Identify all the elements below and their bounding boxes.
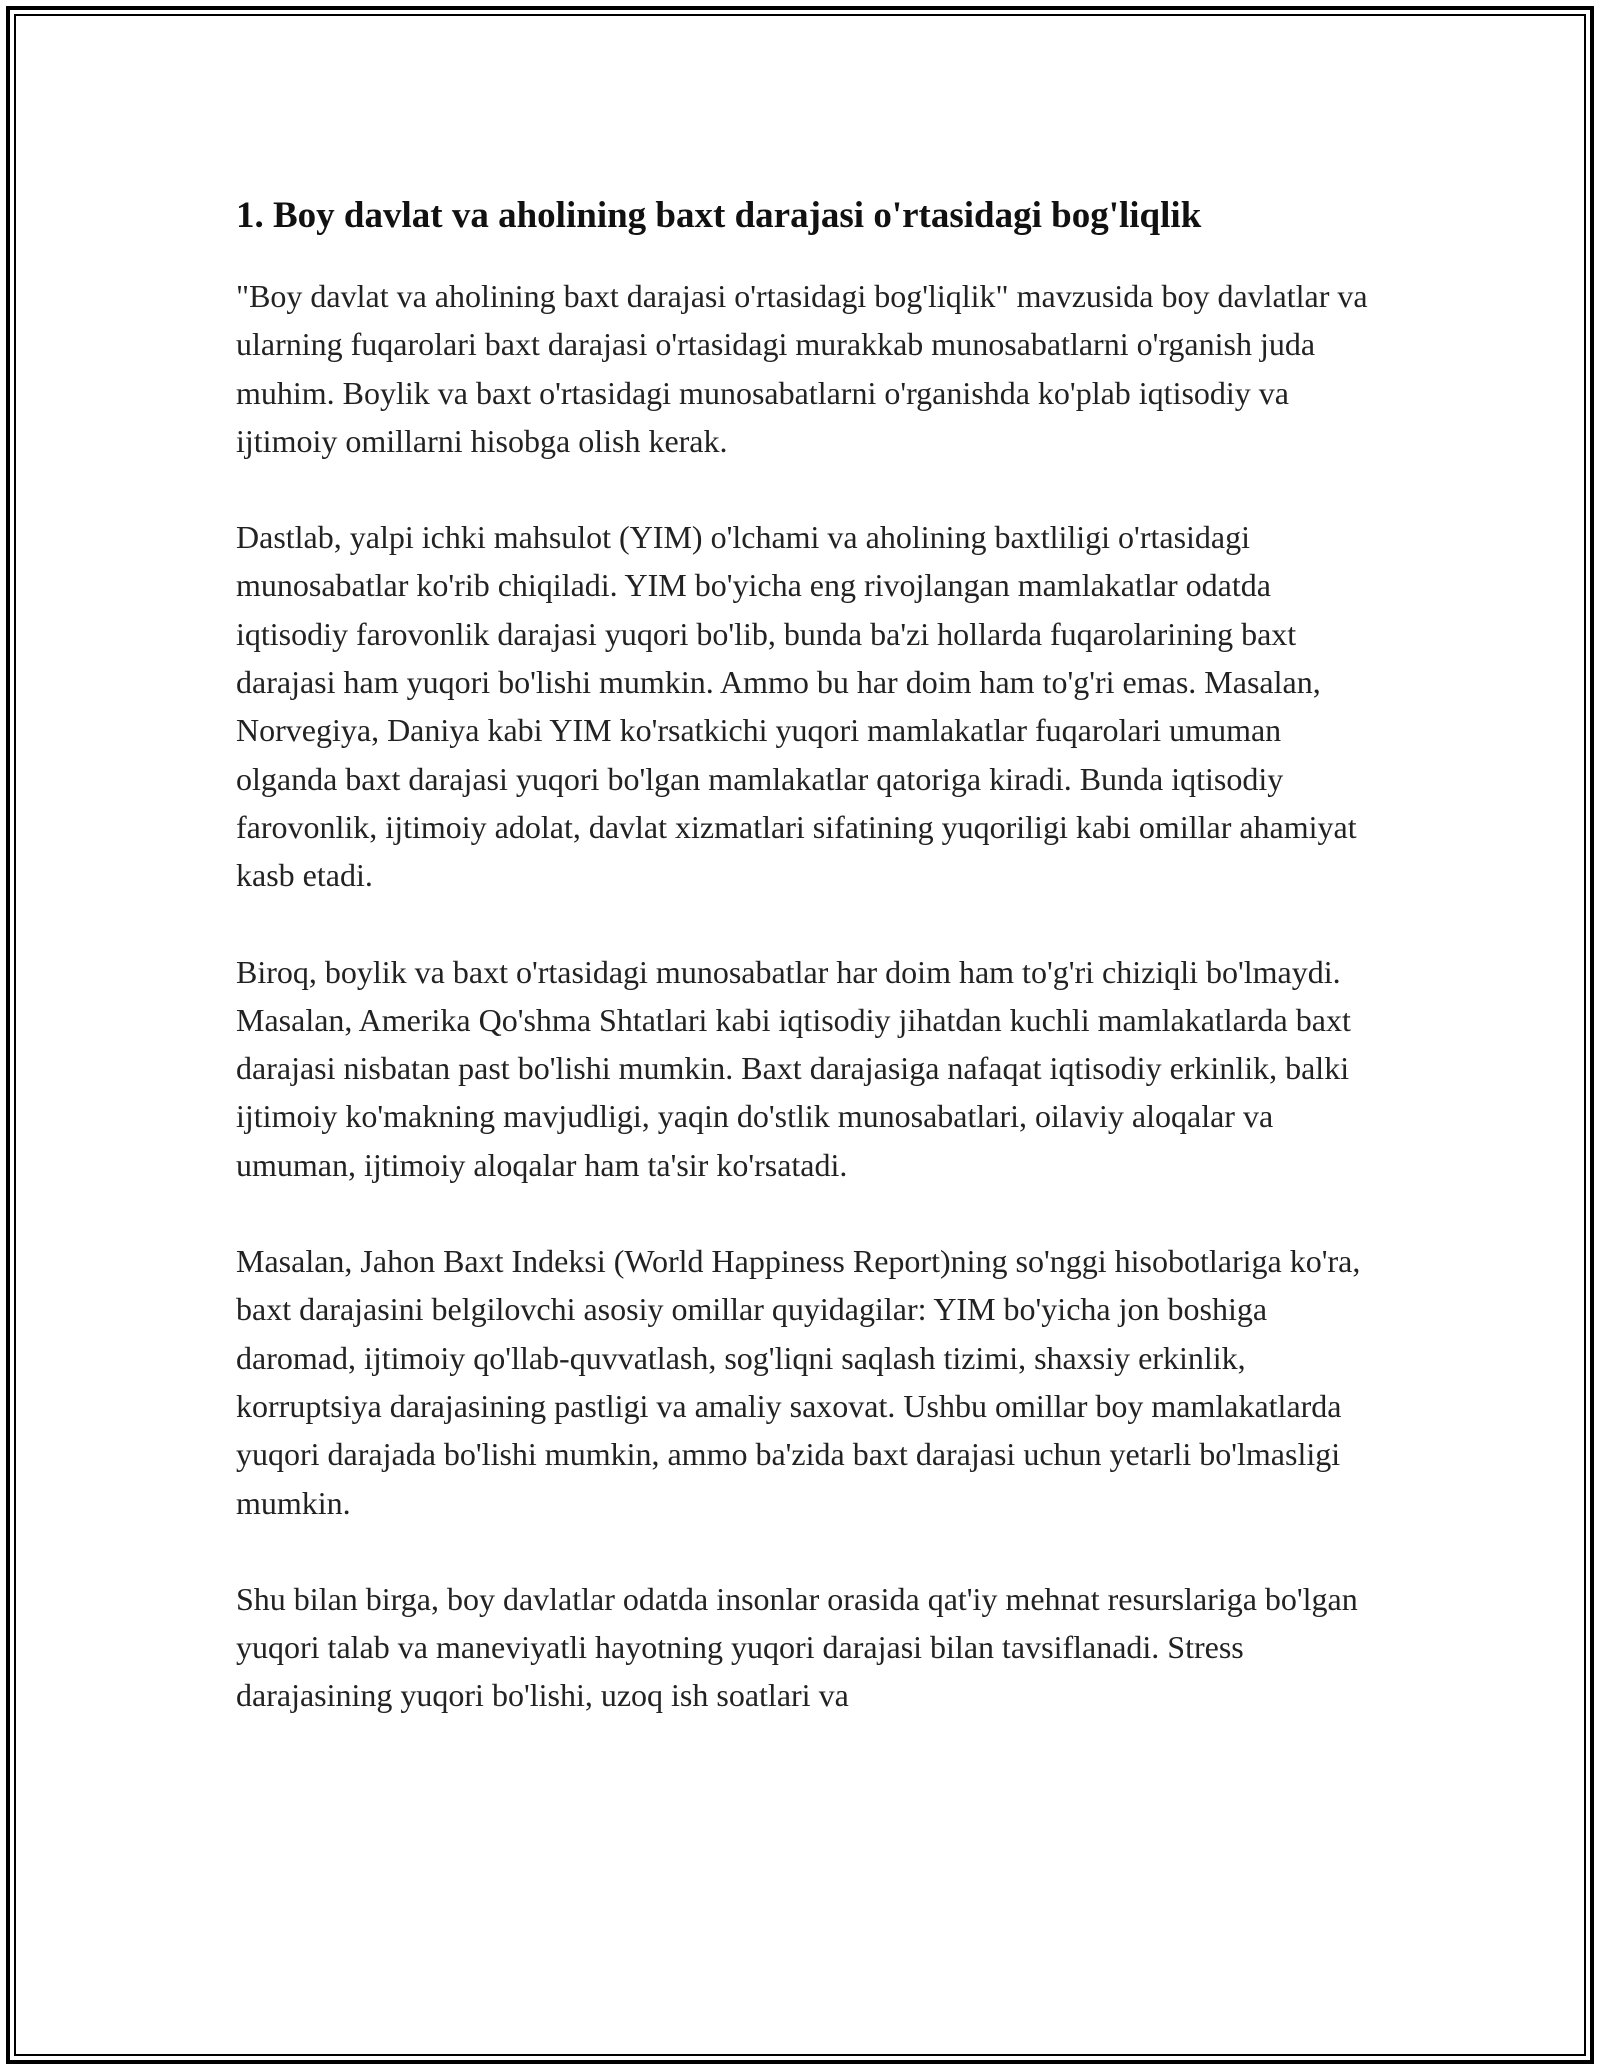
- paragraph-2: Dastlab, yalpi ichki mahsulot (YIM) o'lchami va aholining baxtliligi o'rtasidagi munosabatlar ko'rib chiqiladi. YIM bo'yicha eng rivojlangan mamlakatlar odatda iqtisodiy farovonlik darajasi yuqori bo'lib, bunda ba'zi hollarda fuqarolarining baxt darajasi ham yuqori bo'lishi mumkin. Ammo bu har doim ham to'g'ri emas. Masalan, Norvegiya, Daniya kabi YIM ko'rsatkichi yuqori mamlakatlar fuqarolari umuman olganda baxt darajasi yuqori bo'lgan mamlakatlar qatoriga kiradi. Bunda iqtisodiy farovonlik, ijtimoiy adolat, davlat xizmatlari sifatining yuqoriligi kabi omillar ahamiyat kasb etadi.: [236, 519, 1357, 894]
- document-body: [236, 188, 1376, 1768]
- paragraph-1: "Boy davlat va aholining baxt darajasi o'rtasidagi bog'liqlik" mavzusida boy davlatlar va ularning fuqarolari baxt darajasi o'rtasidagi murakkab munosabatlarni o'rganish juda muhim. Boylik va baxt o'rtasidagi munosabatlarni o'rganishda ko'plab iqtisodiy va ijtimoiy omillarni hisobga olish kerak.: [236, 278, 1368, 459]
- paragraph-3: Biroq, boylik va baxt o'rtasidagi munosabatlar har doim ham to'g'ri chiziqli bo'lmaydi. Masalan, Amerika Qo'shma Shtatlari kabi iqtisodiy jihatdan kuchli mamlakatlarda baxt darajasi nisbatan past bo'lishi mumkin. Baxt darajasiga nafaqat iqtisodiy erkinlik, balki ijtimoiy ko'makning mavjudligi, yaqin do'stlik munosabatlari, oilaviy aloqalar va umuman, ijtimoiy aloqalar ham ta'sir ko'rsatadi.: [236, 953, 1351, 1183]
- paragraph-5: Shu bilan birga, boy davlatlar odatda insonlar orasida qat'iy mehnat resurslariga bo'lgan yuqori talab va maneviyatli hayotning yuqori darajasi bilan tavsiflanadi. Stress darajasining yuqori bo'lishi, uzoq ish soatlari va: [236, 1580, 1358, 1714]
- paragraph-4: Masalan, Jahon Baxt Indeksi (World Happiness Report)ning so'nggi hisobotlariga ko'ra, baxt darajasini belgilovchi asosiy omillar quyidagilar: YIM bo'yicha jon boshiga daromad, ijtimoiy qo'llab-quvvatlash, sog'liqni saqlash tizimi, shaxsiy erkinlik, korruptsiya darajasining pastligi va amaliy saxovat. Ushbu omillar boy mamlakatlarda yuqori darajada bo'lishi mumkin, ammo ba'zida baxt darajasi uchun yetarli bo'lmasligi mumkin.: [236, 1243, 1361, 1521]
- section-heading: 1. Boy davlat va aholining baxt darajasi o'rtasidagi bog'liqlik: [236, 195, 1202, 236]
